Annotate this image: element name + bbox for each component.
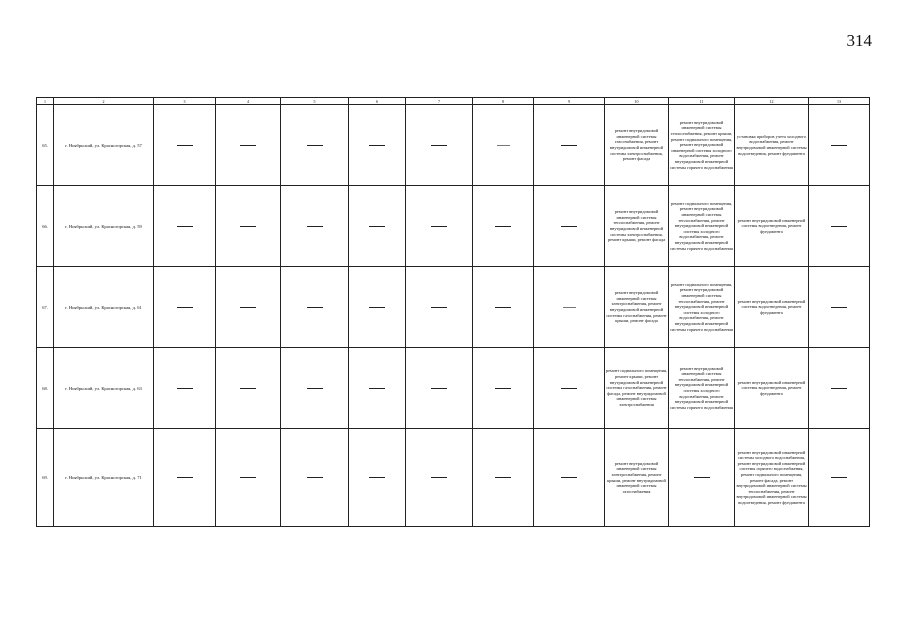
empty-cell-dash (406, 267, 473, 348)
works-col-10: ремонт внутридомовой инженерной системы теплоснабжения, ремонт внутридомовой инженерной системы электроснабжения, ремонт крыши, ремонт фасада (605, 186, 669, 267)
empty-cell-dash (406, 429, 473, 527)
works-col-10: ремонт внутридомовой инженерной системы газоснабжения, ремонт внутридомовой инженерной системы электроснабжения, ремонт фасада (605, 105, 669, 186)
empty-cell-dash (349, 105, 406, 186)
column-number: 12 (735, 98, 809, 105)
empty-cell-dash (216, 186, 281, 267)
empty-cell-dash (473, 429, 534, 527)
empty-cell-dash (281, 348, 349, 429)
empty-cell-dash (216, 348, 281, 429)
empty-cell-dash (473, 105, 534, 186)
empty-cell-dash (281, 429, 349, 527)
empty-cell-dash (216, 267, 281, 348)
column-number-row (37, 98, 870, 105)
empty-cell-dash (406, 186, 473, 267)
empty-cell-dash (349, 348, 406, 429)
row-address: г. Ноябрьский, ул. Красногорская, д. 63 (54, 348, 154, 429)
empty-cell-dash (349, 186, 406, 267)
table-row (37, 429, 870, 527)
empty-cell-dash (281, 105, 349, 186)
repair-schedule-table (36, 97, 870, 527)
empty-cell-dash (154, 429, 216, 527)
row-address: г. Ноябрьский, ул. Красногорская, д. 71 (54, 429, 154, 527)
page-number: 314 (846, 31, 872, 50)
row-number: 68. (37, 348, 54, 429)
row-address: г. Ноябрьский, ул. Красногорская, д. 61 (54, 267, 154, 348)
works-col-11: ремонт внутридомовой инженерной системы теплоснабжения, ремонт внутридомовой инженерной системы холодного водоснабжения, ремонт внутридомовой инженерной системы горячего водоснабжения (669, 348, 735, 429)
empty-cell-dash (154, 186, 216, 267)
column-number: 6 (349, 98, 406, 105)
empty-cell-dash (154, 348, 216, 429)
empty-cell-dash (154, 105, 216, 186)
table-row (37, 186, 870, 267)
column-number: 13 (809, 98, 870, 105)
works-col-11: ремонт подвального помещения, ремонт внутридомовой инженерной системы теплоснабжения, ремонт внутридомовой инженерной системы холодного водоснабжения, ремонт внутридомовой инженерной системы горячего водоснабжения (669, 186, 735, 267)
empty-cell-dash (473, 186, 534, 267)
works-col-12: ремонт внутридомовой инженерной системы водоотведения, ремонт фундамента (735, 186, 809, 267)
empty-cell-dash (216, 429, 281, 527)
empty-cell-dash (809, 429, 870, 527)
works-col-10: ремонт подвального помещения, ремонт крыши, ремонт внутридомовой инженерной системы газоснабжения, ремонт фасада, ремонт внутридомовой инженерной системы электроснабжения (605, 348, 669, 429)
row-address: г. Ноябрьский, ул. Красногорская, д. 57 (54, 105, 154, 186)
column-number: 1 (37, 98, 54, 105)
table-row (37, 348, 870, 429)
table-row (37, 105, 870, 186)
empty-cell-dash (349, 267, 406, 348)
works-col-11: ремонт внутридомовой инженерной системы теплоснабжения, ремонт крыши, ремонт подвального помещения, ремонт внутридомовой инженерной системы холодного водоснабжения, ремонт внутридомовой инженерной системы горячего водоснабжения (669, 105, 735, 186)
works-col-12: ремонт внутридомовой инженерной системы холодного водоснабжения, ремонт внутридомовой инженерной системы горячего водоснабжения, ремонт подвального помещения, ремонт фасада, ремонт внутридомовой инженерной системы теплоснабжения, ремонт внутридомовой инженерной системы водоотведения, ремонт фундамента (735, 429, 809, 527)
empty-cell-dash (281, 267, 349, 348)
empty-cell-dash (281, 186, 349, 267)
empty-cell-dash (349, 429, 406, 527)
empty-cell-dash (534, 429, 605, 527)
works-col-12: ремонт внутридомовой инженерной системы водоотведения, ремонт фундамента (735, 348, 809, 429)
empty-cell-dash (534, 105, 605, 186)
column-number: 3 (154, 98, 216, 105)
empty-cell-dash (216, 105, 281, 186)
empty-cell-dash (669, 429, 735, 527)
empty-cell-dash (809, 105, 870, 186)
works-col-12: установка приборов учета холодного водоснабжения, ремонт внутридомовой инженерной системы водоотведения, ремонт фундамента (735, 105, 809, 186)
column-number: 5 (281, 98, 349, 105)
column-number: 2 (54, 98, 154, 105)
empty-cell-dash (154, 267, 216, 348)
column-number: 9 (534, 98, 605, 105)
empty-cell-dash (809, 348, 870, 429)
empty-cell-dash (534, 348, 605, 429)
works-col-10: ремонт внутридомовой инженерной системы электроснабжения, ремонт крыши, ремонт внутридомовой инженерной системы газоснабжения (605, 429, 669, 527)
column-number: 11 (669, 98, 735, 105)
works-col-11: ремонт подвального помещения, ремонт внутридомовой инженерной системы теплоснабжения, ремонт внутридомовой инженерной системы холодного водоснабжения, ремонт внутридомовой инженерной системы горячего водоснабжения (669, 267, 735, 348)
empty-cell-dash (406, 348, 473, 429)
column-number: 8 (473, 98, 534, 105)
empty-cell-dash (809, 267, 870, 348)
column-number: 10 (605, 98, 669, 105)
row-number: 67. (37, 267, 54, 348)
empty-cell-dash (534, 186, 605, 267)
row-number: 69. (37, 429, 54, 527)
empty-cell-dash (534, 267, 605, 348)
empty-cell-dash (406, 105, 473, 186)
row-address: г. Ноябрьский, ул. Красногорская, д. 59 (54, 186, 154, 267)
column-number: 7 (406, 98, 473, 105)
row-number: 65. (37, 105, 54, 186)
column-number: 4 (216, 98, 281, 105)
empty-cell-dash (809, 186, 870, 267)
row-number: 66. (37, 186, 54, 267)
works-col-12: ремонт внутридомовой инженерной системы водоотведения, ремонт фундамента (735, 267, 809, 348)
table-row (37, 267, 870, 348)
empty-cell-dash (473, 267, 534, 348)
works-col-10: ремонт внутридомовой инженерной системы электроснабжения, ремонт внутридомовой инженерной системы газоснабжения, ремонт крыши, ремонт фасада (605, 267, 669, 348)
empty-cell-dash (473, 348, 534, 429)
